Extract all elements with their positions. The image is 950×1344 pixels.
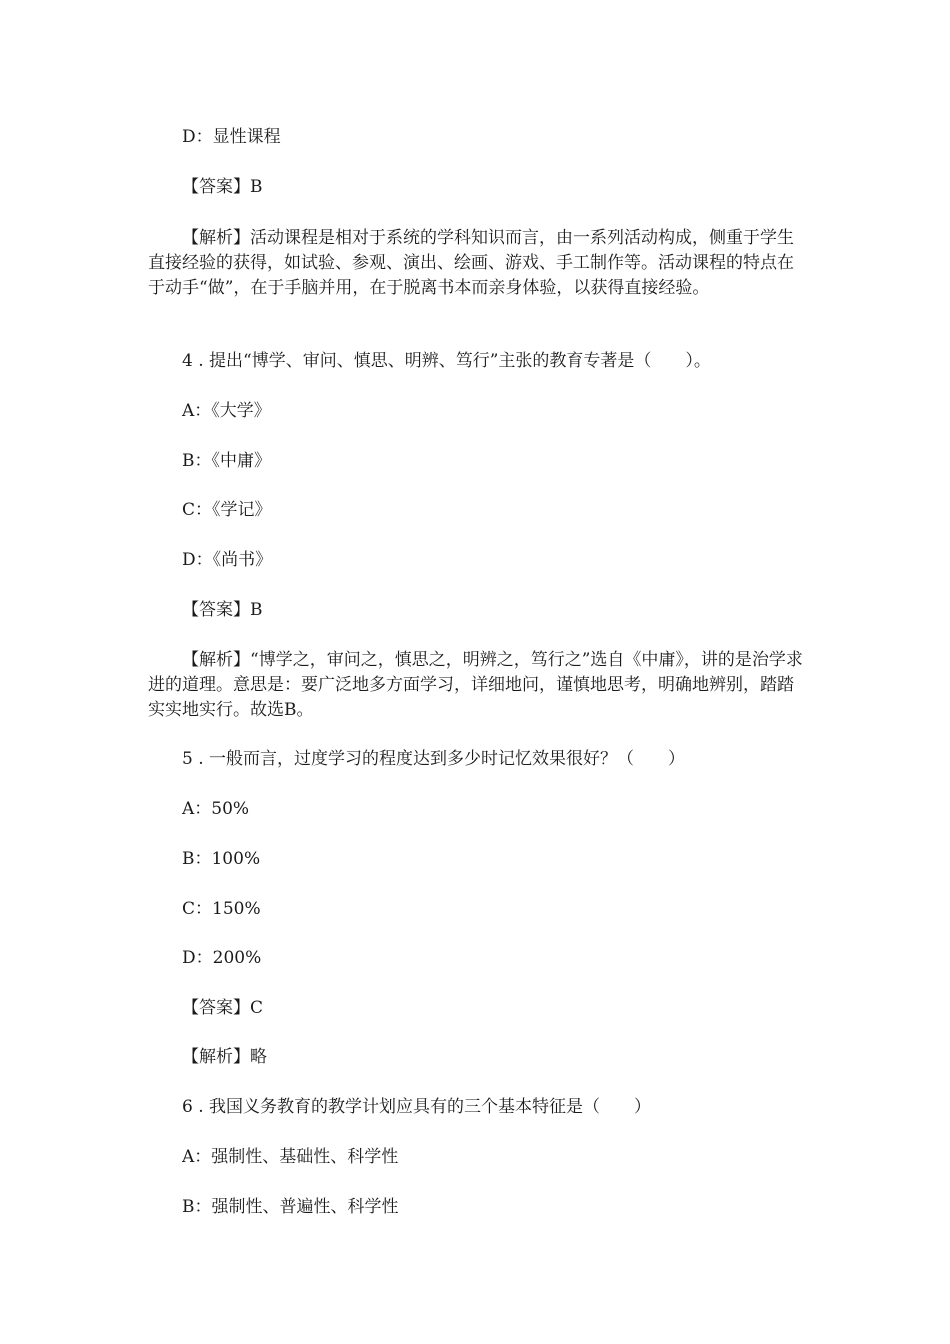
q4-analysis-text: 【解析】“博学之，审问之，慎思之，明辨之，笃行之”选自《中庸》，讲的是治学求进的道理。意思是：要广泛地多方面学习，详细地问，谨慎地思考，明确地辨别，踏踏实实地实行。故选B。: [148, 650, 803, 720]
q4-option-a: A：《大学》: [182, 401, 271, 421]
q5-stem: 5 . 一般而言，过度学习的程度达到多少时记忆效果很好？（ ）: [182, 749, 686, 769]
q5-option-a: A：50%: [182, 799, 250, 819]
q5-option-c: C：150%: [182, 899, 261, 919]
q5-option-b: B：100%: [182, 849, 261, 869]
q4-stem: 4 . 提出“博学、审问、慎思、明辨、笃行”主张的教育专著是（ ）。: [182, 351, 711, 371]
q4-option-b: B：《中庸》: [182, 451, 271, 471]
q3-analysis-text: 【解析】活动课程是相对于系统的学科知识而言，由一系列活动构成，侧重于学生直接经验的获得，如试验、参观、演出、绘画、游戏、手工制作等。活动课程的特点在于动手“做”，在于手脑并用，在于脱离书本而亲身体验，以获得直接经验。: [148, 228, 794, 298]
q6-stem: 6 . 我国义务教育的教学计划应具有的三个基本特征是（ ）: [182, 1097, 652, 1117]
q4-option-d: D：《尚书》: [182, 550, 273, 570]
q4-answer: 【答案】B: [182, 600, 263, 620]
q5-option-d: D：200%: [182, 948, 262, 968]
q4-analysis: [148, 648, 808, 723]
q3-answer: 【答案】B: [182, 177, 263, 197]
q6-option-b: B：强制性、普遍性、科学性: [182, 1197, 399, 1217]
q3-option-d: D：显性课程: [182, 127, 281, 147]
q4-option-c: C：《学记》: [182, 500, 272, 520]
q6-option-a: A：强制性、基础性、科学性: [182, 1147, 399, 1167]
q5-answer: 【答案】C: [182, 998, 264, 1018]
q5-analysis: 【解析】略: [182, 1047, 267, 1067]
q3-analysis: [148, 226, 808, 301]
